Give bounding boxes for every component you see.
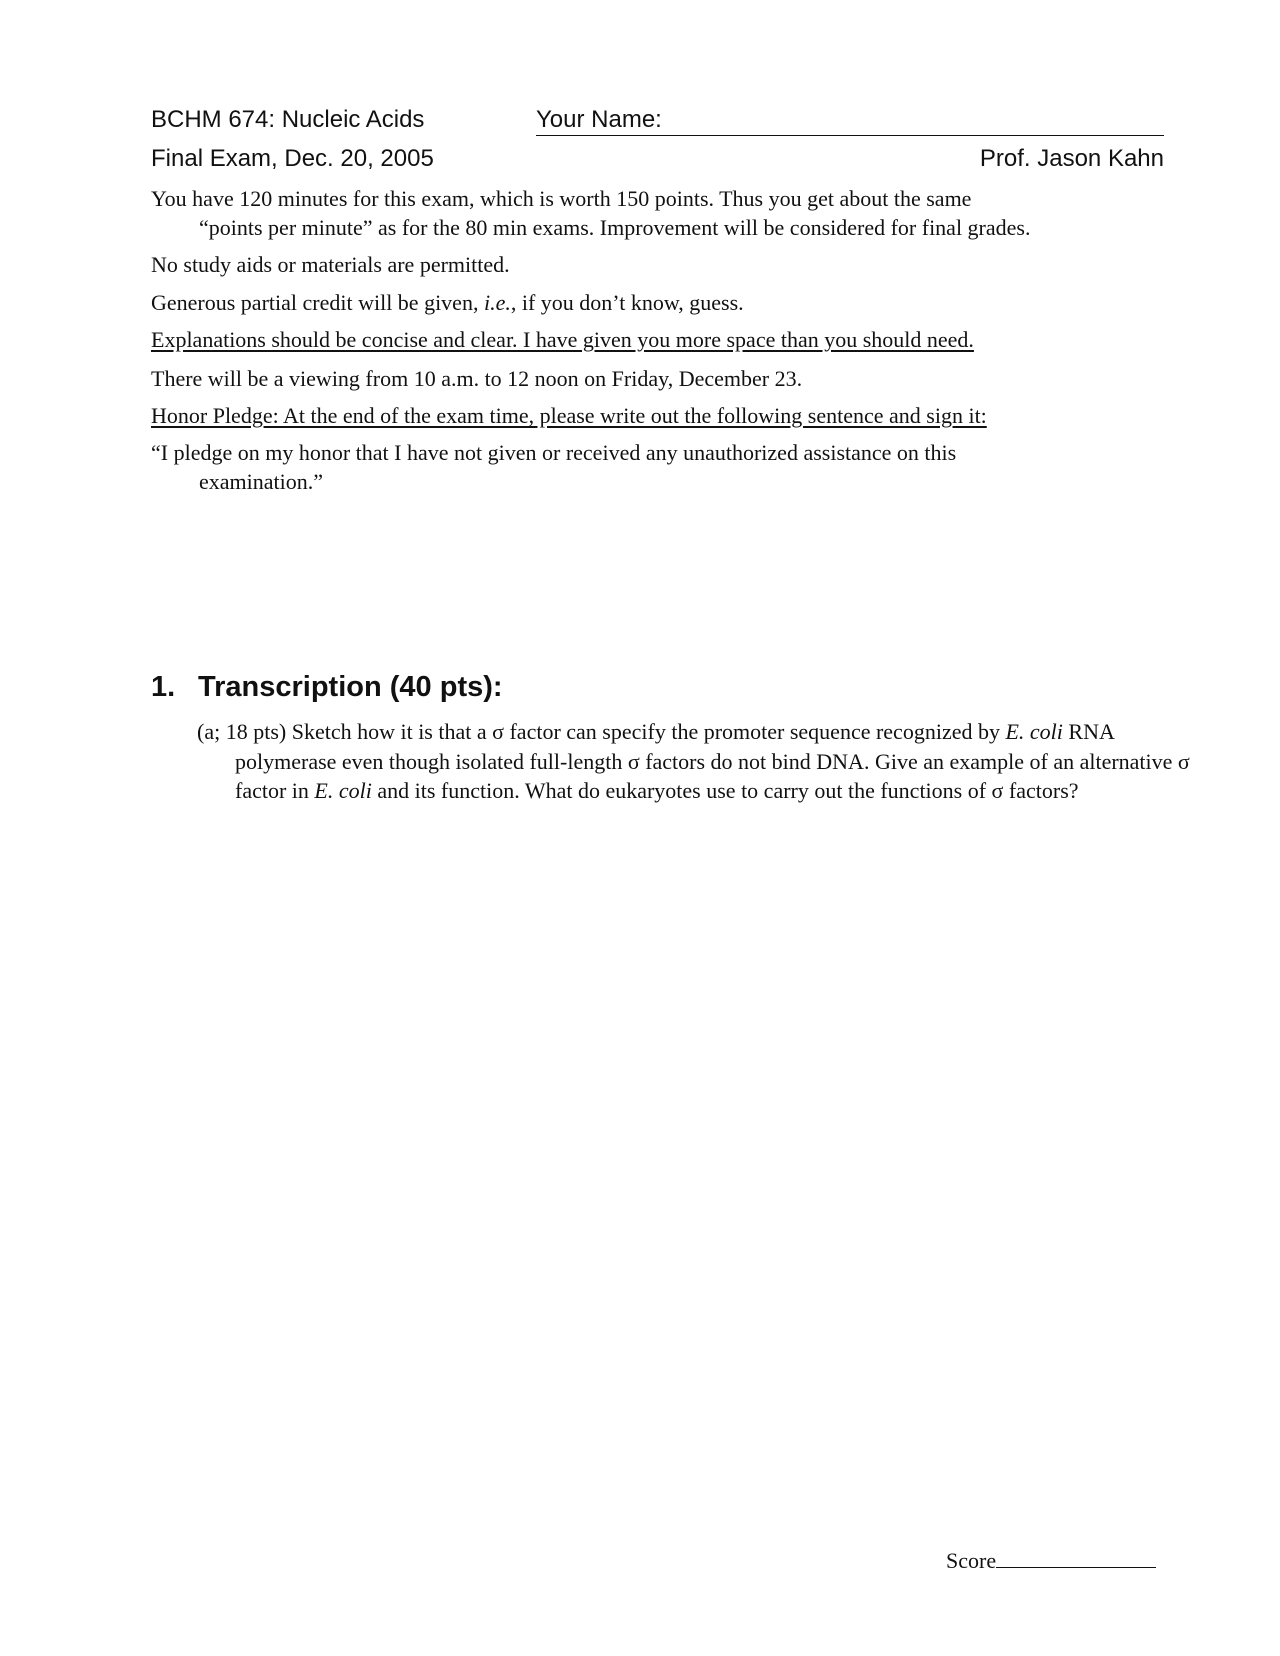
question-1a-text bbox=[197, 717, 1195, 806]
pledge-quote bbox=[151, 438, 1209, 496]
name-field[interactable] bbox=[536, 105, 1164, 136]
time-line-2: “points per minute” as for the 80 min exams. Improvement will be considered for final grades. bbox=[199, 215, 1031, 240]
partial-pre: Generous partial credit will be given, bbox=[151, 290, 484, 315]
score-field bbox=[946, 1545, 1156, 1574]
score-line[interactable] bbox=[996, 1545, 1156, 1568]
honor-pledge-text: Honor Pledge: At the end of the exam time, please write out the following sentence and sign it: bbox=[151, 403, 987, 428]
name-label: Your Name: bbox=[536, 106, 662, 133]
q1a-text-3: and its function. What do eukaryotes use to carry out the functions of σ factors? bbox=[371, 778, 1079, 803]
question-title-text: Transcription (40 pts): bbox=[198, 671, 503, 703]
professor-name: Prof. Jason Kahn bbox=[979, 145, 1164, 172]
question-number: 1. bbox=[151, 671, 176, 703]
question-1-title bbox=[151, 671, 503, 704]
score-label: Score bbox=[946, 1548, 997, 1573]
q1a-text-1: (a; 18 pts) Sketch how it is that a σ factor can specify the promoter sequence recognized by bbox=[197, 719, 1006, 744]
pledge-line-2: examination.” bbox=[199, 469, 324, 494]
partial-credit-note bbox=[151, 288, 1209, 317]
explanations-note bbox=[151, 325, 1209, 354]
time-line-1: You have 120 minutes for this exam, which is worth 150 points. Thus you get about the same bbox=[151, 186, 972, 211]
time-instructions bbox=[151, 184, 1209, 242]
q1a-ecoli-2: E. coli bbox=[314, 778, 372, 803]
pledge-line-1: “I pledge on my honor that I have not given or received any unauthorized assistance on this bbox=[151, 440, 957, 465]
partial-post: , if you don’t know, guess. bbox=[510, 290, 744, 315]
q1a-ecoli-1: E. coli bbox=[1005, 719, 1063, 744]
course-title: BCHM 674: Nucleic Acids bbox=[151, 106, 425, 133]
honor-pledge-note bbox=[151, 401, 1209, 430]
q1a-text-2: RNA polymerase even though isolated full-length σ factors do not bind DNA. Give an example of an alternative σ factor in bbox=[235, 719, 1190, 803]
no-aids-note: No study aids or materials are permitted. bbox=[151, 252, 510, 277]
exam-date: Final Exam, Dec. 20, 2005 bbox=[151, 145, 434, 172]
explanations-text: Explanations should be concise and clear. I have given you more space than you should need. bbox=[151, 327, 974, 352]
viewing-note: There will be a viewing from 10 a.m. to 12 noon on Friday, December 23. bbox=[151, 366, 803, 391]
partial-ie: i.e. bbox=[483, 290, 511, 315]
